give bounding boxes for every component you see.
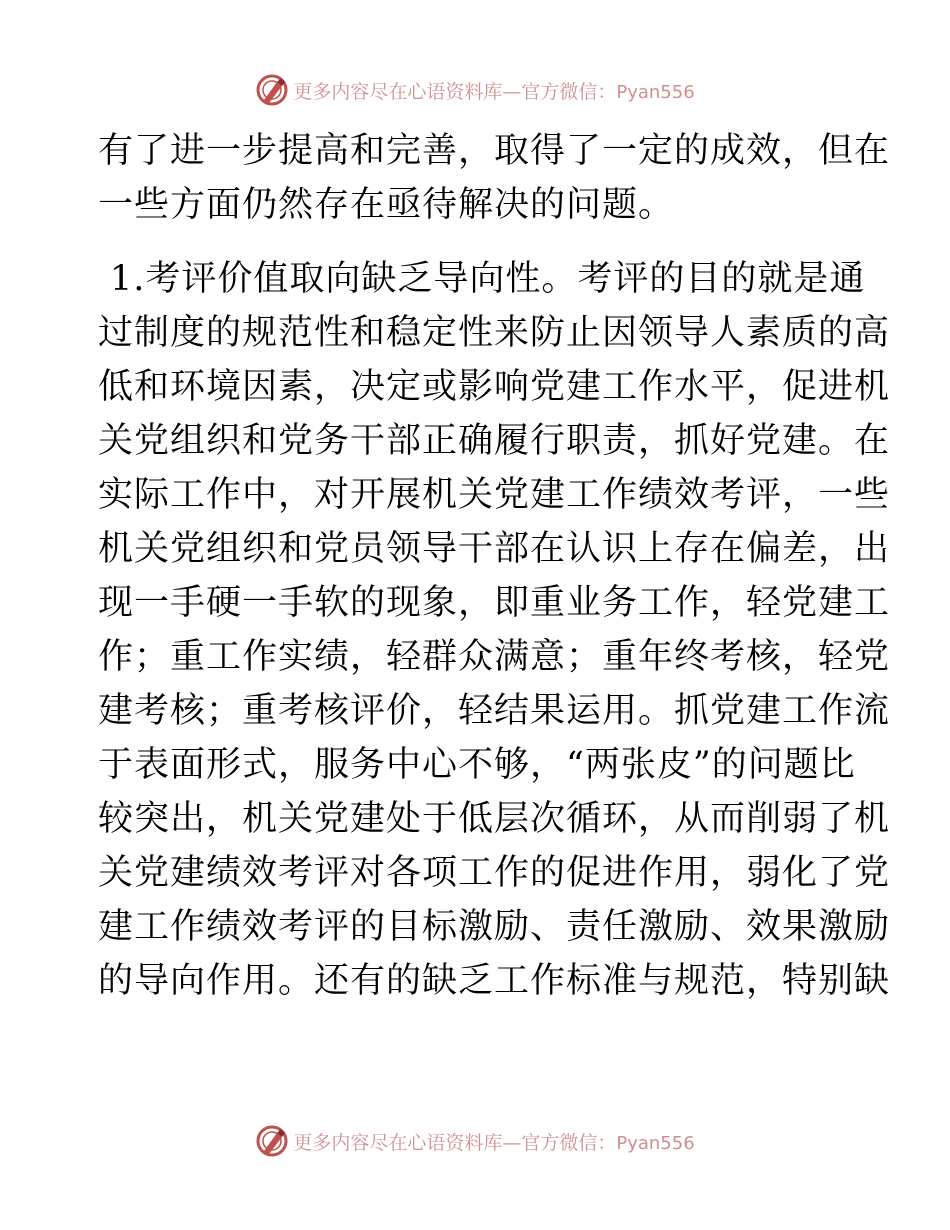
footer-banner-text [293, 1128, 694, 1155]
text-line: 关党组织和党务干部正确履行职责，抓好党建。在 [98, 421, 891, 461]
text-line: 机关党组织和党员领导干部在认识上存在偏差，出 [98, 529, 891, 569]
header-banner-label: 更多内容尽在心语资料库—官方微信： [293, 80, 617, 103]
text-line: 于表面形式，服务中心不够，“两张皮”的问题比 [98, 745, 856, 785]
footer-banner-wechat-id: Pyan556 [616, 1132, 695, 1154]
text-line: 建工作绩效考评的目标激励、责任激励、效果激励 [98, 907, 891, 947]
text-line: 建考核；重考核评价，轻结果运用。抓党建工作流 [98, 691, 891, 731]
text-line: 有了进一步提高和完善，取得了一定的成效，但在 [98, 131, 891, 171]
pen-nib-circle-icon [255, 73, 289, 107]
text-line: 较突出，机关党建处于低层次循环，从而削弱了机 [98, 799, 891, 839]
header-banner [0, 70, 950, 110]
text-line: 关党建绩效考评对各项工作的促进作用，弱化了党 [98, 853, 891, 893]
pen-nib-circle-icon [255, 1124, 289, 1158]
text-line: 低和环境因素，决定或影响党建工作水平，促进机 [98, 367, 891, 407]
header-banner-wechat-id: Pyan556 [616, 81, 695, 103]
text-line: 作；重工作实绩，轻群众满意；重年终考核，轻党 [98, 637, 891, 677]
text-line: 现一手硬一手软的现象，即重业务工作，轻党建工 [98, 583, 891, 623]
text-line: 实际工作中，对开展机关党建工作绩效考评，一些 [98, 475, 891, 515]
footer-banner-label: 更多内容尽在心语资料库—官方微信： [293, 1131, 617, 1154]
text-line: 的导向作用。还有的缺乏工作标准与规范，特别缺 [98, 961, 891, 1001]
header-banner-text [293, 77, 694, 104]
text-line: 1.考评价值取向缺乏导向性。考评的目的就是通 [110, 259, 866, 299]
footer-banner [0, 1121, 950, 1161]
paragraph-1 [98, 124, 891, 232]
text-line: 一些方面仍然存在亟待解决的问题。 [98, 185, 675, 225]
text-line: 过制度的规范性和稳定性来防止因领导人素质的高 [98, 313, 891, 353]
paragraph-2 [98, 252, 891, 1008]
